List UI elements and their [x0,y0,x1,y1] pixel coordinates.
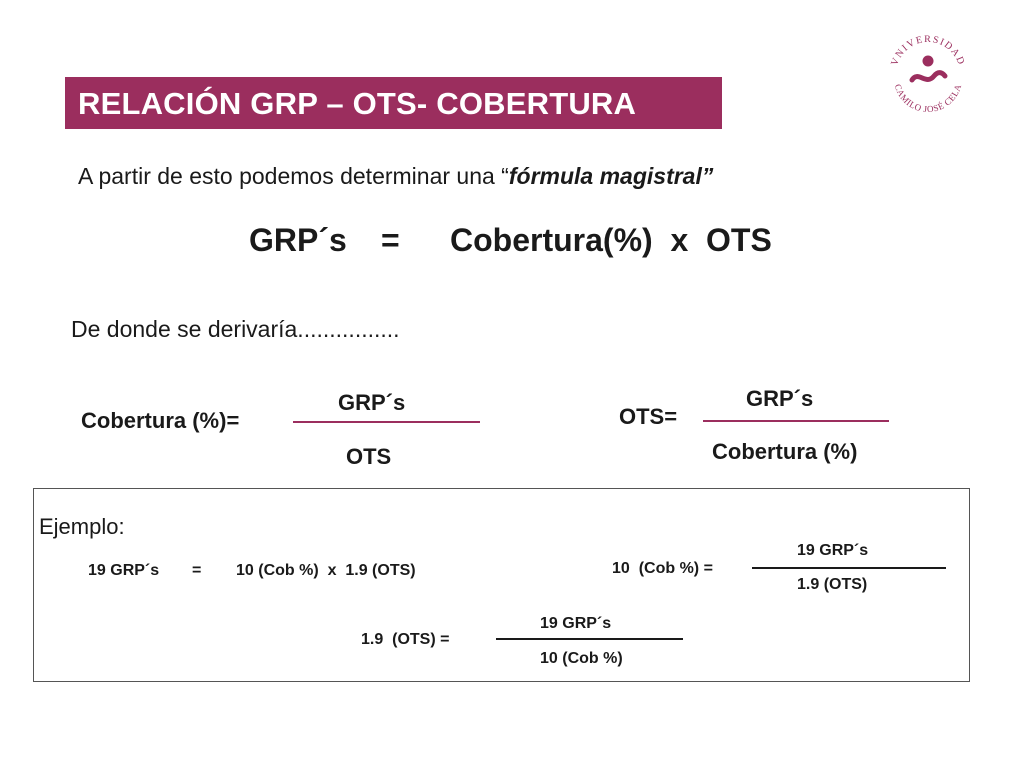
ots-numerator: GRP´s [746,386,814,411]
svg-text:VNIVERSIDAD: VNIVERSIDAD [889,33,967,68]
title-banner [65,77,722,129]
example-heading: Ejemplo: [39,514,125,539]
cobertura-fraction-bar [293,421,480,423]
example-eq1-left: 19 GRP´s [88,562,160,579]
example-eq3-fraction-bar [496,638,683,640]
intro-emphasis: fórmula magistral” [508,163,714,189]
intro-text [78,163,713,190]
ots-label: OTS= [619,404,678,429]
svg-text:CAMILO JOSÉ CELA: CAMILO JOSÉ CELA [892,82,964,115]
main-formula-left: GRP´s [249,222,347,258]
cobertura-numerator: GRP´s [338,390,406,415]
slide-title: RELACIÓN GRP – OTS- COBERTURA [78,86,637,121]
example-eq3-label: 1.9 (OTS) = [361,631,450,648]
example-eq1-right: 10 (Cob %) x 1.9 (OTS) [236,562,416,579]
main-formula-right: Cobertura(%) x OTS [450,222,772,258]
example-eq2-denominator: 1.9 (OTS) [797,576,868,593]
derivation-text: De donde se derivaría................ [71,316,400,342]
example-eq3-numerator: 19 GRP´s [540,615,612,632]
example-eq2-label: 10 (Cob %) = [612,560,713,577]
cobertura-label: Cobertura (%)= [81,408,240,433]
example-eq2-numerator: 19 GRP´s [797,542,869,559]
example-eq2-fraction-bar [752,567,946,569]
example-eq1-equals: = [192,562,202,579]
main-formula-equals: = [381,222,400,258]
intro-prefix: A partir de esto podemos determinar una “ [78,163,509,189]
example-eq3-denominator: 10 (Cob %) [540,650,623,667]
ots-fraction-bar [703,420,889,422]
ots-denominator: Cobertura (%) [712,439,858,464]
university-logo [884,28,972,116]
cobertura-denominator: OTS [346,444,392,469]
